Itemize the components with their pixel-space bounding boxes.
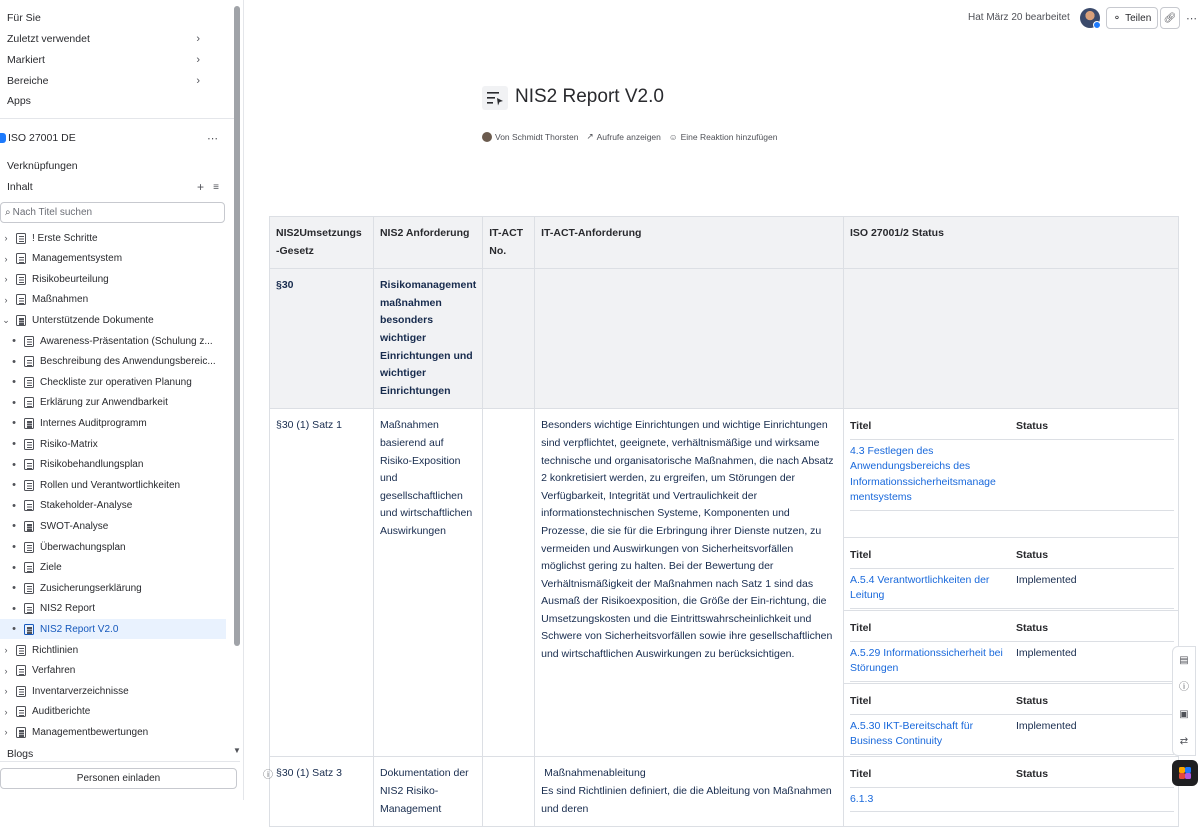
add-reaction-link[interactable]: ☺ Eine Reaktion hinzufügen (668, 131, 778, 142)
table-header-row (270, 217, 1179, 269)
table-cell (535, 757, 844, 827)
header-cell: NIS2Umsetzungs -Gesetz (270, 217, 374, 269)
status-table (850, 690, 1174, 755)
status-title-header: Titel (850, 415, 1016, 439)
tree-item[interactable] (0, 269, 226, 289)
tree-item-label: Verfahren (32, 665, 76, 677)
tree-item[interactable] (0, 558, 226, 578)
status-status-header: Status (1016, 690, 1174, 714)
chart-icon: ↗ (586, 131, 594, 141)
tree-item-label: Erklärung zur Anwendbarkeit (40, 397, 168, 409)
status-value: Implemented (1016, 714, 1174, 754)
status-block (844, 409, 1178, 537)
tree-item[interactable] (0, 496, 226, 516)
tree-item-label: Inventarverzeichnisse (32, 685, 129, 697)
author[interactable]: Von Schmidt Thorsten (482, 132, 578, 142)
table-cell: Maßnahmen basierend auf Risiko-Exposition und gesellschaftlichen und wirtschaftlichen Auswirkungen (373, 409, 482, 757)
page-icon (24, 336, 34, 347)
nav-for-you[interactable]: Für Sie (7, 12, 41, 24)
table-cell: §30 (1) Satz 3 (270, 757, 374, 827)
divider (0, 118, 240, 119)
tree-item-label: Risikobehandlungsplan (40, 459, 144, 471)
page-icon (16, 686, 26, 697)
status-value: Implemented (1016, 641, 1174, 681)
status-block (844, 683, 1178, 756)
page-icon (24, 562, 34, 573)
page-icon (24, 500, 34, 511)
tree-item-label: Internes Auditprogramm (40, 417, 147, 429)
header-cell: NIS2 Anforderung (373, 217, 482, 269)
invite-people-button[interactable]: Personen einladen (0, 768, 237, 789)
status-title-header: Titel (850, 763, 1016, 787)
tree-item[interactable] (0, 413, 226, 433)
tree-item[interactable] (0, 228, 226, 248)
tree-item-label: Richtlinien (32, 644, 79, 656)
tree-item-label: NIS2 Report (40, 603, 96, 615)
tree-item[interactable] (0, 722, 226, 742)
chevron-right-icon[interactable]: › (4, 253, 8, 264)
chevron-right-icon[interactable]: › (4, 294, 8, 305)
tree-item-label: Managementbewertungen (32, 726, 149, 738)
page-icon (24, 418, 34, 429)
tree-item-label: Maßnahmen (32, 294, 89, 306)
status-title-cell (850, 439, 1016, 510)
page-icon (24, 542, 34, 553)
copy-link-button[interactable] (1160, 7, 1180, 29)
page-icon (24, 439, 34, 450)
share-button[interactable]: ⚬ Teilen (1106, 7, 1158, 29)
tree-item[interactable] (0, 661, 226, 681)
chevron-right-icon: › (196, 33, 200, 45)
page-title: NIS2 Report V2.0 (515, 86, 664, 107)
tree-item[interactable] (0, 599, 226, 619)
table-row-section (270, 269, 1179, 409)
status-title-cell (850, 568, 1016, 608)
status-value (1016, 439, 1174, 510)
page-icon (16, 315, 26, 326)
chevron-right-icon[interactable]: › (4, 645, 8, 655)
bullet-icon: • (12, 499, 16, 512)
smiley-icon: ☺ (668, 131, 678, 142)
status-cell (843, 757, 1178, 827)
bullet-icon: • (12, 355, 16, 368)
page-icon (24, 397, 34, 408)
nav-recent[interactable]: Zuletzt verwendet › (7, 33, 200, 45)
tree-item[interactable] (0, 331, 226, 351)
link-icon: 🔗︎ (1163, 12, 1177, 24)
tree-item-label: Rollen und Verantwortlichkeiten (40, 479, 181, 491)
table-cell: Dokumentation der NIS2 Risiko-Management (373, 757, 482, 827)
page-icon (16, 665, 26, 676)
table-cell: Risikomanagement maßnahmen besonders wichtiger Einrichtungen und wichtiger Einrichtungen (373, 269, 482, 409)
right-rail (1172, 646, 1196, 756)
nis2-table (269, 216, 1179, 827)
status-status-header: Status (1016, 763, 1174, 787)
tree-item-label: Checkliste zur operativen Planung (40, 376, 192, 388)
status-title-cell (850, 714, 1016, 754)
status-status-header: Status (1016, 544, 1174, 568)
tree-item[interactable] (0, 434, 226, 454)
status-value: Implemented (1016, 568, 1174, 608)
tree-item[interactable] (0, 537, 226, 557)
author-avatar (482, 132, 492, 142)
bullet-icon: • (12, 479, 16, 492)
iso-control-link[interactable]: A.5.4 Verantwortlichkeiten der Leitung (849, 573, 990, 602)
cell-heading: Maßnahmenableitung (544, 767, 646, 780)
status-table (850, 415, 1174, 511)
tree-item-label: Managementsystem (32, 253, 123, 265)
tree-item-label: Beschreibung des Anwendungsbereic... (40, 356, 216, 368)
iso-control-link[interactable]: A.5.29 Informationssicherheit bei Störungen (849, 646, 1003, 675)
space-icon (0, 133, 6, 143)
space-header[interactable]: ISO 27001 DE ⋯ (0, 128, 226, 148)
table-cell: §30 (1) Satz 1 (270, 409, 374, 757)
list-edit-icon (486, 90, 504, 106)
tree-item-label: Zusicherungserklärung (40, 582, 142, 594)
page-icon (16, 706, 26, 717)
lock-icon: ⚬ (1112, 12, 1122, 24)
bullet-icon: • (12, 458, 16, 471)
table-cell: Besonders wichtige Einrichtungen und wichtige Einrichtungen sind verpflichtet, geeignete, verhältnismäßige und wirksame technische und organisatorische Maßnahmen, die nach Absatz 2 konkretisiert werden, zu ergreifen, um Störungen der Verfügbarkeit, Integrität und Vertraulichkeit der informationstechnischen Systeme, Komponenten und Prozesse, die sie für die Erbringung ihrer Dienste nutzen, zu vermeiden und Auswirkungen von Sicherheitsvorfällen möglichst gering zu halten. Bei der Bewertung der Verhältnismäßigkeit der Maßnahmen nach Satz 1 sind das Ausmaß der Risikoexposition, die Größe der Ein-richtung, die Umsetzungskosten und die Eintrittswahrscheinlichkeit und Schwere von Sicherheitsvorfällen sowie ihre gesellschaftlichen und wirtschaftlichen Auswirkungen zu berücksichtigen. (535, 409, 844, 757)
tree-item-label: ! Erste Schritte (32, 232, 98, 244)
search-icon: ⌕ (5, 207, 11, 218)
nav-blogs[interactable]: Blogs (7, 748, 34, 760)
nav-starred[interactable]: Markiert › (7, 54, 200, 66)
page-icon (16, 274, 26, 285)
chevron-right-icon[interactable]: › (4, 274, 8, 285)
table-cell (843, 269, 1178, 409)
bullet-icon: • (12, 561, 16, 574)
status-title-header: Titel (850, 617, 1016, 641)
info-icon[interactable]: ⓘ (1179, 682, 1189, 693)
chevron-right-icon[interactable]: › (4, 686, 8, 697)
status-title-header: Titel (850, 690, 1016, 714)
chevron-down-icon[interactable]: ⌄ (2, 314, 10, 325)
nav-spaces[interactable]: Bereiche › (7, 75, 200, 87)
table-cell: §30 (270, 269, 374, 409)
status-title-cell (850, 641, 1016, 681)
plus-icon[interactable]: + (196, 180, 204, 194)
tree-item[interactable] (0, 393, 226, 413)
status-table (850, 544, 1174, 609)
tree-item-label: Unterstützende Dokumente (32, 314, 154, 326)
tree-item-label: Risikobeurteilung (32, 273, 109, 285)
bullet-icon: • (12, 396, 16, 409)
cell-text: Es sind Richtlinien definiert, die die Ableitung von Maßnahmen und deren (541, 784, 832, 815)
chevron-right-icon[interactable]: › (4, 727, 8, 738)
scroll-down-arrow[interactable]: ▼ (233, 746, 241, 755)
table-row (270, 409, 1179, 757)
tree-item[interactable] (0, 702, 226, 722)
page-icon (24, 521, 34, 532)
page-icon (16, 253, 26, 264)
iso-control-link[interactable]: A.5.30 IKT-Bereitschaft für Business Continuity (849, 719, 974, 748)
bullet-icon: • (12, 623, 16, 636)
divider (0, 761, 240, 762)
page-icon (24, 624, 34, 635)
tree-item[interactable] (0, 455, 226, 475)
chevron-right-icon[interactable]: › (4, 706, 8, 717)
bullet-icon: • (12, 417, 16, 430)
presence-badge (1093, 21, 1101, 29)
tree-item[interactable] (0, 352, 226, 372)
status-block (844, 537, 1178, 610)
sidebar-scrollbar[interactable] (233, 0, 241, 760)
header-cell: ISO 27001/2 Status (843, 217, 1178, 269)
page-icon (24, 603, 34, 614)
bullet-icon: • (12, 438, 16, 450)
video-icon[interactable]: ▣ (1179, 709, 1189, 720)
tree-item[interactable] (0, 516, 226, 536)
bullet-icon: • (12, 541, 16, 553)
status-value (1016, 787, 1174, 812)
tree-item[interactable] (0, 310, 226, 330)
tree-item-label: Risiko-Matrix (40, 438, 98, 450)
title-search-input[interactable]: ⌕ Nach Titel suchen (0, 202, 225, 223)
page-icon (16, 294, 26, 305)
ai-icon (1178, 766, 1192, 780)
tree-item-label: Ziele (40, 562, 62, 574)
table-cell (483, 409, 535, 757)
page-icon (24, 583, 34, 594)
table-cell (483, 757, 535, 827)
tree-item[interactable] (0, 290, 226, 310)
chevron-right-icon: › (196, 54, 200, 66)
status-block (844, 610, 1178, 683)
more-actions-icon[interactable]: ⋯ (1186, 13, 1197, 25)
page-icon (24, 356, 34, 367)
chevron-right-icon[interactable]: › (4, 665, 8, 676)
status-title-header: Titel (850, 544, 1016, 568)
more-icon[interactable]: ⋯ (207, 132, 218, 145)
tree-item-label: Stakeholder-Analyse (40, 500, 133, 512)
header-cell: IT-ACT-Anforderung (535, 217, 844, 269)
table-cell (535, 269, 844, 409)
status-table (850, 763, 1174, 812)
tree-item[interactable] (0, 619, 226, 639)
comment-icon[interactable]: ▤ (1179, 655, 1189, 666)
header-cell: IT-ACT No. (483, 217, 535, 269)
bullet-icon: • (12, 520, 16, 533)
iso-control-link[interactable]: 6.1.3 (849, 792, 874, 805)
tree-item[interactable] (0, 640, 226, 660)
status-block (844, 757, 1178, 812)
page-icon (24, 480, 34, 491)
page-icon (16, 645, 26, 656)
tree-item-label: SWOT-Analyse (40, 520, 109, 532)
nav-apps[interactable]: Apps (7, 95, 31, 107)
chevron-right-icon[interactable]: › (4, 233, 8, 243)
status-status-header: Status (1016, 617, 1174, 641)
nav-content[interactable]: Inhalt + ≡ (7, 180, 219, 194)
page-icon (16, 233, 26, 244)
tree-item[interactable] (0, 681, 226, 701)
status-title-cell (850, 787, 1016, 812)
sidebar (0, 0, 244, 800)
ai-assistant-button[interactable] (1172, 760, 1198, 786)
table-row (270, 757, 1179, 827)
bullet-icon: • (12, 376, 16, 389)
filter-icon[interactable]: ≡ (213, 181, 219, 193)
bullet-icon: • (12, 335, 16, 347)
page-icon (24, 377, 34, 388)
last-edited-text: Hat März 20 bearbeitet (968, 12, 1070, 23)
page-icon (24, 459, 34, 470)
bullet-icon: • (12, 602, 16, 615)
tree-item-label: Auditberichte (32, 706, 91, 718)
byline (482, 131, 777, 142)
loop-icon[interactable]: ⇄ (1179, 736, 1189, 747)
tree-item[interactable] (0, 372, 226, 392)
page-icon (16, 727, 26, 738)
tree-item-label: Awareness-Präsentation (Schulung z... (40, 335, 213, 347)
views-link[interactable]: ↗ Aufrufe anzeigen (586, 131, 661, 142)
tree-item-label: Überwachungsplan (40, 541, 126, 553)
tree-item[interactable] (0, 249, 226, 269)
iso-control-link[interactable]: 4.3 Festlegen des Anwendungsbereichs des Informationssicherheitsmanage mentsystems (849, 444, 996, 504)
tree-item[interactable] (0, 475, 226, 495)
tree-item[interactable] (0, 578, 226, 598)
bullet-icon: • (12, 582, 16, 595)
chevron-right-icon: › (196, 75, 200, 87)
table-cell (483, 269, 535, 409)
status-status-header: Status (1016, 415, 1174, 439)
status-table (850, 617, 1174, 682)
status-cell (843, 409, 1178, 757)
nav-shortcuts[interactable]: Verknüpfungen (7, 160, 78, 172)
scroll-thumb[interactable] (234, 6, 240, 646)
tree-item-label: NIS2 Report V2.0 (40, 623, 119, 635)
page-emoji-icon[interactable] (482, 86, 508, 110)
help-icon[interactable]: ⓘ (263, 770, 273, 781)
